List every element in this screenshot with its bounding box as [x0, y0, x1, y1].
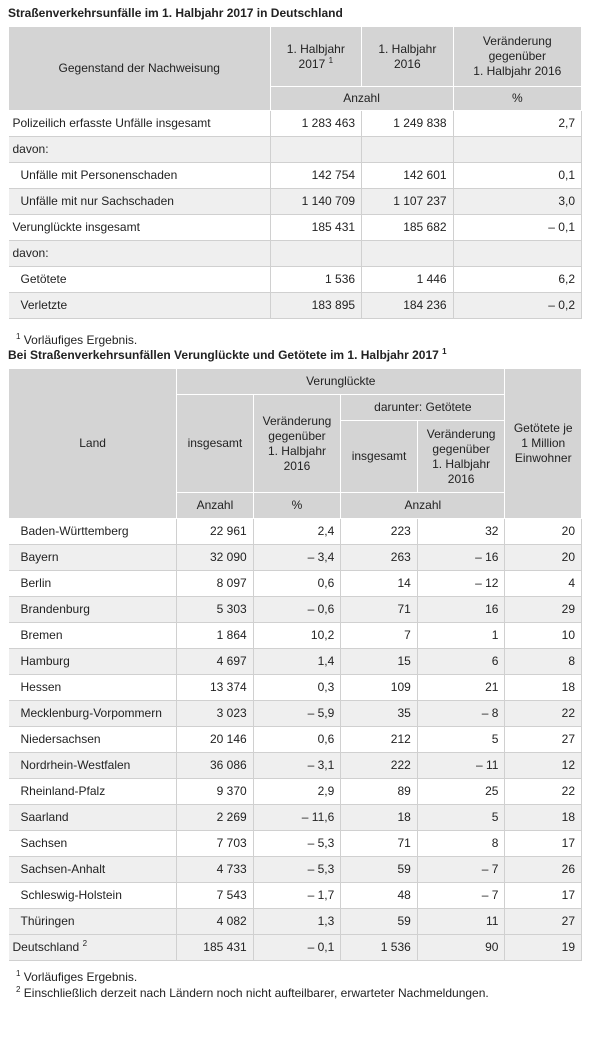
land-header: Land	[9, 369, 177, 519]
total-cell: 13 374	[177, 675, 254, 701]
accident-summary-table	[8, 26, 582, 319]
killed-change-cell: – 12	[417, 571, 505, 597]
total-cell: 8 097	[177, 571, 254, 597]
total-cell: 185 431	[177, 935, 254, 961]
change-header: Veränderung gegenüber 1. Halbjahr 2016	[453, 27, 581, 87]
killed-change-cell: 16	[417, 597, 505, 623]
total-cell: 7 703	[177, 831, 254, 857]
verunglueckte-header: Verunglückte	[177, 369, 505, 395]
change-cell: 2,9	[253, 779, 341, 805]
killed-cell: 18	[341, 805, 418, 831]
h2017-header: 1. Halbjahr 2017 $^1$	[270, 27, 362, 87]
change-cell: – 5,9	[253, 701, 341, 727]
footnote-ref: 2	[82, 939, 88, 948]
change-cell: 2,4	[253, 519, 341, 545]
change-cell: – 1,7	[253, 883, 341, 909]
killed-cell: 212	[341, 727, 418, 753]
total-cell: 22 961	[177, 519, 254, 545]
table1-title: Straßenverkehrsunfälle im 1. Halbjahr 2017 in Deutschland	[8, 6, 343, 20]
table-row: davon:	[9, 137, 582, 163]
unit-pct-header: %	[253, 493, 341, 519]
total-cell: 9 370	[177, 779, 254, 805]
total-cell: 2 269	[177, 805, 254, 831]
land-cell: Mecklenburg-Vorpommern	[9, 701, 177, 727]
table2-title: Bei Straßenverkehrsunfällen Verunglückte und Getötete im 1. Halbjahr 2017 $^1$	[8, 347, 447, 362]
total-cell: 5 303	[177, 597, 254, 623]
per-million-cell: 8	[505, 649, 582, 675]
table-row	[9, 857, 582, 883]
table-row	[9, 649, 582, 675]
land-cell: Nordrhein-Westfalen	[9, 753, 177, 779]
change-cell: – 11,6	[253, 805, 341, 831]
killed-change-cell: – 8	[417, 701, 505, 727]
table-row	[9, 727, 582, 753]
per-million-cell: 17	[505, 831, 582, 857]
table-row: Verunglückte insgesamt 185 431 185 682 – 0,1	[9, 215, 582, 241]
change-cell: 10,2	[253, 623, 341, 649]
table-row	[9, 805, 582, 831]
killed-cell: 223	[341, 519, 418, 545]
land-cell: Deutschland $^2$	[9, 935, 177, 961]
per-million-cell: 17	[505, 883, 582, 909]
table-row	[9, 545, 582, 571]
total-cell: 32 090	[177, 545, 254, 571]
h2016-header: 1. Halbjahr 2016	[362, 27, 454, 87]
table-row	[9, 753, 582, 779]
change-cell: 0,3	[253, 675, 341, 701]
killed-change-cell: 32	[417, 519, 505, 545]
killed-change-cell: 25	[417, 779, 505, 805]
table-row: Getötete 1 536 1 446 6,2	[9, 267, 582, 293]
change-cell: – 0,1	[253, 935, 341, 961]
per-million-cell: 12	[505, 753, 582, 779]
change-cell: 0,6	[253, 571, 341, 597]
land-cell: Sachsen-Anhalt	[9, 857, 177, 883]
total-cell: 4 082	[177, 909, 254, 935]
table-row: Polizeilich erfasste Unfälle insgesamt 1 283 463 1 249 838 2,7	[9, 111, 582, 137]
total-cell: 1 864	[177, 623, 254, 649]
per-million-cell: 22	[505, 779, 582, 805]
killed-change-header: Veränderung gegenüber 1. Halbjahr 2016	[417, 421, 505, 493]
per-million-cell: 27	[505, 727, 582, 753]
killed-cell: 14	[341, 571, 418, 597]
table-row	[9, 675, 582, 701]
table2-footnotes	[16, 969, 582, 1001]
unit-count2-header: Anzahl	[341, 493, 505, 519]
killed-cell: 109	[341, 675, 418, 701]
casualties-by-state-table	[8, 368, 582, 961]
land-cell: Schleswig-Holstein	[9, 883, 177, 909]
table1-footnote: $^1$ Vorläufiges Ergebnis.	[16, 332, 138, 347]
per-million-cell: 20	[505, 519, 582, 545]
change-cell: – 5,3	[253, 857, 341, 883]
total-header: insgesamt	[177, 395, 254, 493]
table-row	[9, 571, 582, 597]
killed-cell: 15	[341, 649, 418, 675]
land-cell: Niedersachsen	[9, 727, 177, 753]
killed-group-header: darunter: Getötete	[341, 395, 505, 421]
change-cell: 1,3	[253, 909, 341, 935]
total-cell: 36 086	[177, 753, 254, 779]
killed-cell: 89	[341, 779, 418, 805]
land-cell: Bremen	[9, 623, 177, 649]
total-row	[9, 935, 582, 961]
per-million-cell: 18	[505, 805, 582, 831]
killed-change-cell: 5	[417, 727, 505, 753]
footnote-1: $^1$ Vorläufiges Ergebnis.	[16, 969, 138, 984]
per-million-cell: 18	[505, 675, 582, 701]
killed-total-header: insgesamt	[341, 421, 418, 493]
killed-cell: 263	[341, 545, 418, 571]
total-cell: 20 146	[177, 727, 254, 753]
killed-change-cell: – 11	[417, 753, 505, 779]
killed-change-cell: 1	[417, 623, 505, 649]
per-million-cell: 19	[505, 935, 582, 961]
unit-count-header: Anzahl	[177, 493, 254, 519]
subject-header: Gegenstand der Nachweisung	[9, 27, 271, 111]
footnote-2: $^2$ Einschließlich derzeit nach Ländern noch nicht aufteilbarer, erwarteter Nachmeldungen.	[16, 985, 489, 1000]
total-cell: 7 543	[177, 883, 254, 909]
table-row	[9, 597, 582, 623]
killed-cell: 71	[341, 831, 418, 857]
land-cell: Hessen	[9, 675, 177, 701]
table-row	[9, 779, 582, 805]
table-row	[9, 519, 582, 545]
per-million-cell: 26	[505, 857, 582, 883]
table-row: davon:	[9, 241, 582, 267]
footnote-ref: 1	[328, 55, 334, 65]
total-cell: 4 733	[177, 857, 254, 883]
killed-cell: 7	[341, 623, 418, 649]
per-million-cell: 20	[505, 545, 582, 571]
per-million-cell: 4	[505, 571, 582, 597]
unit-count-header: Anzahl	[270, 87, 453, 111]
table-row	[9, 909, 582, 935]
killed-cell: 35	[341, 701, 418, 727]
killed-change-cell: – 16	[417, 545, 505, 571]
killed-change-cell: 11	[417, 909, 505, 935]
per-million-cell: 22	[505, 701, 582, 727]
land-cell: Sachsen	[9, 831, 177, 857]
per-million-cell: 10	[505, 623, 582, 649]
change-cell: 0,6	[253, 727, 341, 753]
land-cell: Bayern	[9, 545, 177, 571]
killed-cell: 59	[341, 857, 418, 883]
table-row	[9, 883, 582, 909]
table-row: Unfälle mit nur Sachschaden 1 140 709 1 107 237 3,0	[9, 189, 582, 215]
change-header: Veränderung gegenüber 1. Halbjahr 2016	[253, 395, 341, 493]
table-row: Verletzte 183 895 184 236 – 0,2	[9, 293, 582, 319]
table-row	[9, 623, 582, 649]
footnote-ref: 1	[442, 347, 447, 356]
per-million-cell: 29	[505, 597, 582, 623]
killed-cell: 1 536	[341, 935, 418, 961]
change-cell: – 5,3	[253, 831, 341, 857]
change-cell: – 3,4	[253, 545, 341, 571]
change-cell: – 0,6	[253, 597, 341, 623]
killed-change-cell: 5	[417, 805, 505, 831]
land-cell: Brandenburg	[9, 597, 177, 623]
change-cell: 1,4	[253, 649, 341, 675]
change-cell: – 3,1	[253, 753, 341, 779]
land-cell: Berlin	[9, 571, 177, 597]
land-cell: Thüringen	[9, 909, 177, 935]
land-cell: Saarland	[9, 805, 177, 831]
land-cell: Rheinland-Pfalz	[9, 779, 177, 805]
killed-change-cell: 21	[417, 675, 505, 701]
killed-cell: 48	[341, 883, 418, 909]
per-million-cell: 27	[505, 909, 582, 935]
killed-cell: 71	[341, 597, 418, 623]
killed-change-cell: – 7	[417, 857, 505, 883]
killed-change-cell: 90	[417, 935, 505, 961]
killed-cell: 222	[341, 753, 418, 779]
killed-change-cell: 6	[417, 649, 505, 675]
table-row	[9, 831, 582, 857]
total-cell: 4 697	[177, 649, 254, 675]
killed-cell: 59	[341, 909, 418, 935]
killed-change-cell: 8	[417, 831, 505, 857]
unit-pct-header: %	[453, 87, 581, 111]
per-million-header: Getötete je 1 Million Einwohner	[505, 369, 582, 519]
land-cell: Hamburg	[9, 649, 177, 675]
killed-change-cell: – 7	[417, 883, 505, 909]
land-cell: Baden-Württemberg	[9, 519, 177, 545]
table-row: Unfälle mit Personenschaden 142 754 142 601 0,1	[9, 163, 582, 189]
table-row	[9, 701, 582, 727]
total-cell: 3 023	[177, 701, 254, 727]
